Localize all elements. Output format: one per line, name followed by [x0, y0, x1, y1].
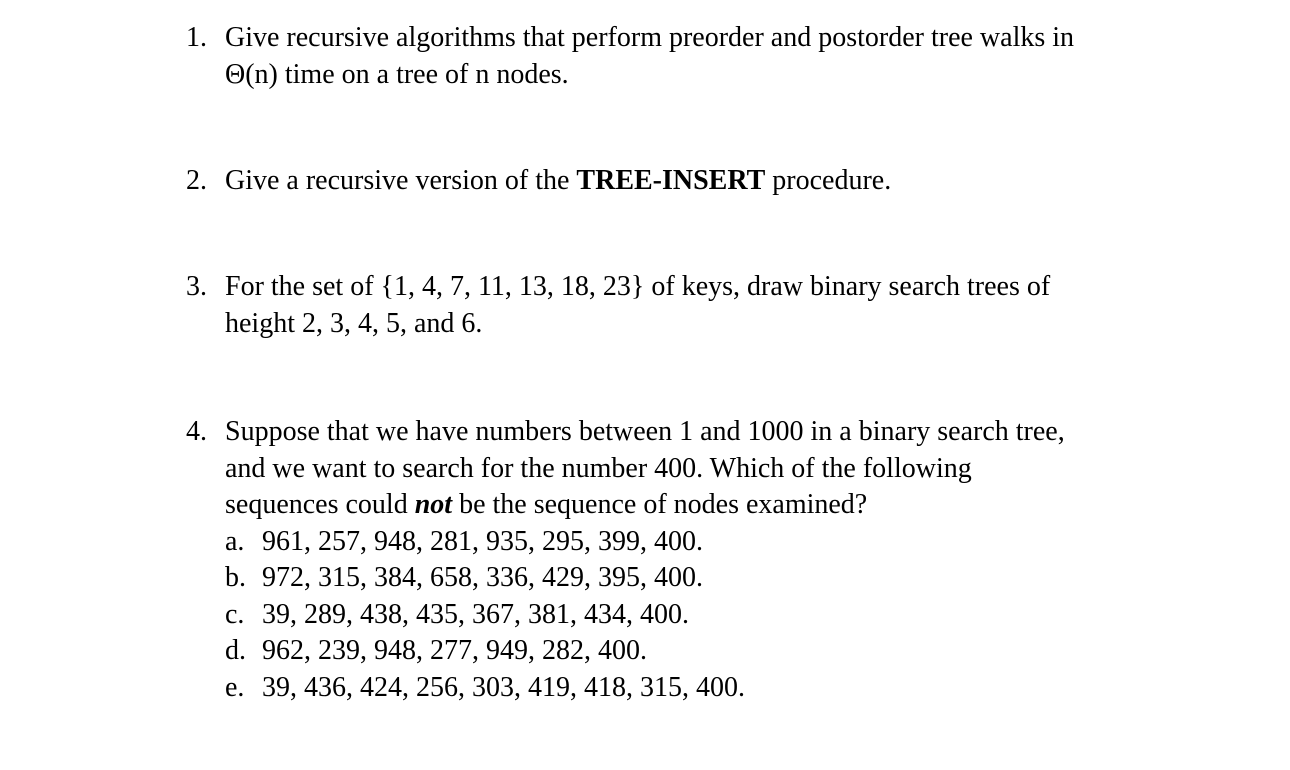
question-4-line-3-post: be the sequence of nodes examined? [452, 489, 868, 520]
option-e [225, 670, 1146, 707]
not-emphasis: not [414, 489, 453, 520]
question-3-line-2: height 2, 3, 4, 5, and 6. [225, 307, 483, 339]
option-text: 972, 315, 384, 658, 336, 429, 395, 400. [262, 562, 703, 593]
option-letter: e. [225, 671, 245, 703]
option-c [225, 597, 1146, 634]
question-3 [186, 269, 1146, 342]
option-letter: d. [225, 635, 246, 666]
question-2-text [225, 163, 1146, 200]
question-3-number: 3. [186, 271, 207, 302]
option-letter: a. [225, 525, 245, 557]
question-4-line-3-pre: sequences could [225, 489, 415, 520]
tree-insert-keyword: TREE-INSERT [576, 165, 766, 196]
question-2-text-pre: Give a recursive version of the [225, 165, 577, 196]
question-4-number: 4. [186, 416, 207, 447]
option-d [225, 633, 1146, 670]
question-2 [186, 163, 1146, 200]
option-letter: c. [225, 598, 245, 630]
option-a [225, 524, 1146, 561]
question-4-line-2: and we want to search for the number 400. Which of the following [225, 452, 972, 484]
question-1-number: 1. [186, 22, 207, 53]
option-text: 962, 239, 948, 277, 949, 282, 400. [262, 635, 647, 666]
question-2-text-post: procedure. [765, 165, 892, 196]
question-1 [186, 20, 1146, 93]
question-1-line-2: Θ(n) time on a tree of n nodes. [225, 58, 569, 90]
option-text: 961, 257, 948, 281, 935, 295, 399, 400. [262, 525, 703, 557]
option-letter: b. [225, 562, 246, 593]
question-4-line-1: Suppose that we have numbers between 1 and 1000 in a binary search tree, [225, 416, 1065, 447]
question-4-line-3 [225, 487, 1146, 524]
question-1-line-1: Give recursive algorithms that perform preorder and postorder tree walks in [225, 22, 1075, 53]
option-text: 39, 436, 424, 256, 303, 419, 418, 315, 400. [262, 671, 745, 703]
question-3-line-1: For the set of {1, 4, 7, 11, 13, 18, 23} of keys, draw binary search trees of [225, 271, 1051, 302]
option-b [225, 560, 1146, 597]
option-text: 39, 289, 438, 435, 367, 381, 434, 400. [262, 598, 689, 630]
question-4 [186, 414, 1146, 706]
question-2-number: 2. [186, 165, 207, 196]
